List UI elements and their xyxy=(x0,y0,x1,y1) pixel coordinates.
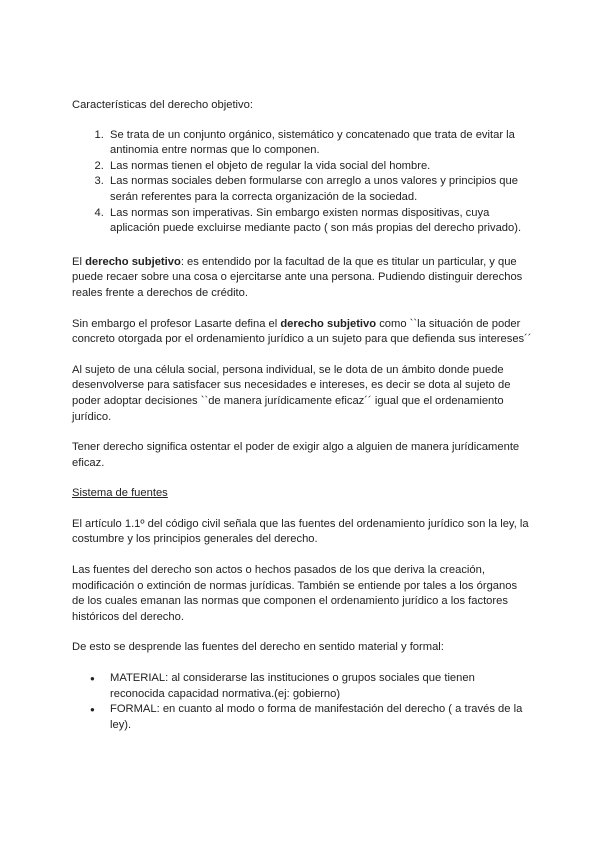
text-span: como ``la situación de poder concreto otorgada por el ordenamiento jurídico a un sujeto para que defienda sus intereses´´ xyxy=(72,317,532,346)
bold-term: derecho subjetivo xyxy=(280,317,377,330)
paragraph-sujeto: Al sujeto de una célula social, persona individual, se le dota de un ámbito donde puede desenvolverse para satisfacer sus necesidades e intereses, es decir se dota al sujeto de poder adoptar decisiones ``de manera jurídicamente eficaz´´ igual que el ordenamiento jurídico. xyxy=(72,363,511,423)
characteristics-list xyxy=(72,128,532,237)
sources-bullet-list xyxy=(72,671,532,733)
bullet-item-formal: ● FORMAL: en cuanto al modo o forma de manifestación del derecho ( a través de la ley). xyxy=(107,702,532,733)
paragraph-articulo: El artículo 1.1º del código civil señala que las fuentes del ordenamiento jurídico son la ley, la costumbre y los principios generales del derecho. xyxy=(72,517,529,546)
bold-term: derecho subjetivo xyxy=(85,255,181,268)
section-title-sistema-de-fuentes: Sistema de fuentes xyxy=(72,487,168,500)
paragraph-tener-derecho: Tener derecho significa ostentar el poder de exigir algo a alguien de manera jurídicamente eficaz. xyxy=(72,441,520,469)
document-page xyxy=(72,98,532,733)
characteristic-item: 2. Las normas tienen el objeto de regular la vida social del hombre. xyxy=(107,159,532,175)
heading-derecho-objetivo: Características del derecho objetivo: xyxy=(72,99,253,111)
paragraph-desprende: De esto se desprende las fuentes del derecho en sentido material y formal: xyxy=(72,641,444,654)
bullet-item-material: ● MATERIAL: al considerarse las instituciones o grupos sociales que tienen reconocida capacidad normativa.(ej: gobierno) xyxy=(107,671,532,702)
paragraph-derecho-subjetivo xyxy=(72,255,532,302)
text-span: : es entendido por la facultad de la que es titular un particular, y que puede recaer sobre una cosa o ejercitarse ante una persona. Pudiendo distinguir derechos reales frente a derechos de crédito. xyxy=(72,255,523,299)
characteristic-item: 4. Las normas son imperativas. Sin embargo existen normas dispositivas, cuya aplicación puede excluirse mediante pacto ( son más propias del derecho privado). xyxy=(107,206,532,237)
paragraph-lasarte xyxy=(72,317,532,348)
characteristic-item: 1. Se trata de un conjunto orgánico, sistemático y concatenado que trata de evitar la antinomia entre normas que lo componen. xyxy=(107,128,532,159)
text-span: Sin embargo el profesor Lasarte defina el xyxy=(72,317,281,330)
text-span: El xyxy=(72,255,86,268)
paragraph-fuentes: Las fuentes del derecho son actos o hechos pasados de los que deriva la creación, modificación o extinción de normas jurídicas. También se entiende por tales a los órganos de los cuales emanan las normas que componen el ordenamiento jurídico a los factores históricos del derecho. xyxy=(72,564,518,623)
characteristic-item: 3. Las normas sociales deben formularse con arreglo a unos valores y principios que serán referentes para la correcta organización de la sociedad. xyxy=(107,174,532,205)
